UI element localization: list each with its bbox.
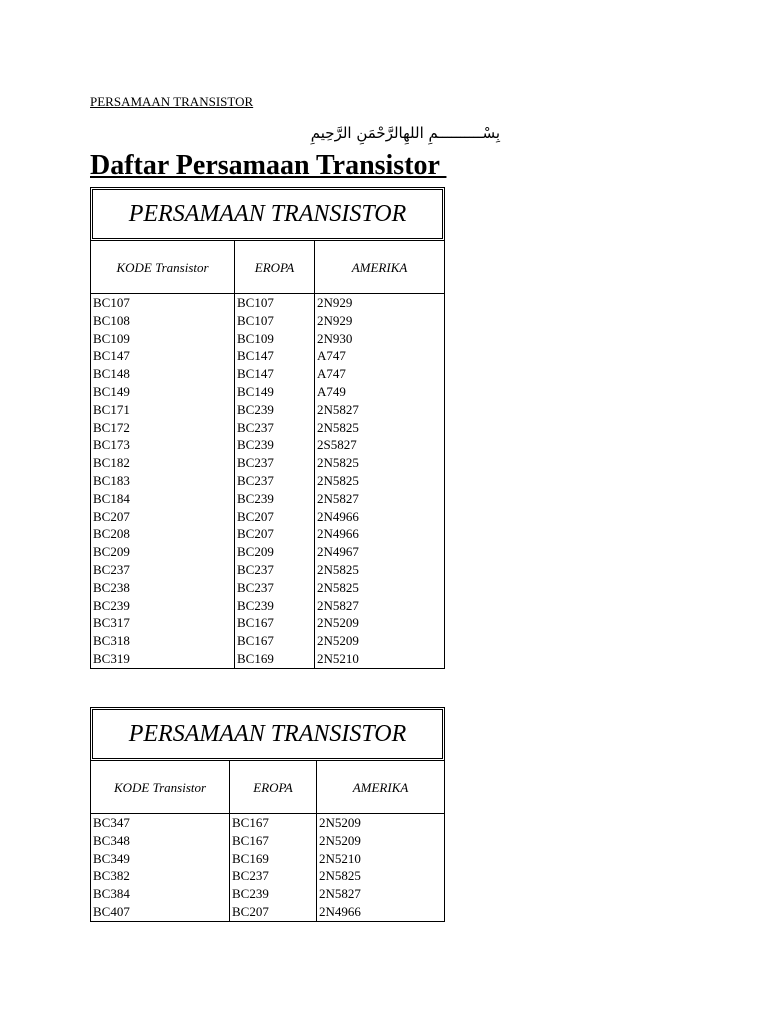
cell-eropa: BC237 [235, 472, 315, 490]
table-caption-text: PERSAMAAN TRANSISTOR [128, 201, 407, 227]
cell-eropa: BC207 [235, 525, 315, 543]
table-row [91, 650, 445, 668]
table-row [91, 632, 445, 650]
cell-amerika: 2N930 [315, 330, 445, 348]
cell-kode: BC317 [91, 614, 235, 632]
table-row [91, 885, 445, 903]
table-body [91, 294, 445, 669]
cell-kode: BC183 [91, 472, 235, 490]
cell-amerika: 2N5209 [315, 632, 445, 650]
cell-kode: BC319 [91, 650, 235, 668]
cell-eropa: BC239 [230, 885, 317, 903]
column-header-kode: KODE Transistor [91, 241, 235, 294]
cell-amerika: 2N5827 [315, 401, 445, 419]
cell-amerika: 2N5827 [315, 597, 445, 615]
cell-eropa: BC239 [235, 401, 315, 419]
cell-kode: BC208 [91, 525, 235, 543]
cell-amerika: 2N5825 [315, 454, 445, 472]
table-row [91, 832, 445, 850]
page-heading: PERSAMAAN TRANSISTOR [90, 94, 254, 109]
cell-eropa: BC239 [235, 597, 315, 615]
cell-kode: BC108 [91, 312, 235, 330]
table-body [91, 814, 445, 922]
cell-amerika: A747 [315, 365, 445, 383]
cell-kode: BC209 [91, 543, 235, 561]
cell-amerika: 2N4967 [315, 543, 445, 561]
table-row [91, 312, 445, 330]
column-header-kode: KODE Transistor [91, 761, 230, 814]
cell-eropa: BC169 [235, 650, 315, 668]
column-header-eropa: EROPA [235, 241, 315, 294]
cell-kode: BC348 [91, 832, 230, 850]
cell-eropa: BC109 [235, 330, 315, 348]
cell-amerika: 2N5825 [317, 867, 445, 885]
column-header-amerika: AMERIKA [317, 761, 445, 814]
table-row [91, 814, 445, 832]
cell-eropa: BC167 [230, 832, 317, 850]
cell-amerika: 2N929 [315, 312, 445, 330]
cell-eropa: BC147 [235, 365, 315, 383]
cell-eropa: BC239 [235, 490, 315, 508]
table-row [91, 294, 445, 312]
column-header-amerika: AMERIKA [315, 241, 445, 294]
cell-eropa: BC209 [235, 543, 315, 561]
table-row [91, 454, 445, 472]
cell-kode: BC172 [91, 419, 235, 437]
cell-eropa: BC207 [235, 508, 315, 526]
table-row [91, 850, 445, 868]
cell-amerika: 2N5210 [317, 850, 445, 868]
cell-amerika: 2N5827 [315, 490, 445, 508]
column-header-eropa: EROPA [230, 761, 317, 814]
table-caption-text: PERSAMAAN TRANSISTOR [128, 721, 407, 747]
document-title: Daftar Persamaan Transistor [90, 150, 447, 181]
cell-amerika: 2N4966 [317, 903, 445, 921]
cell-eropa: BC169 [230, 850, 317, 868]
cell-amerika: 2N5210 [315, 650, 445, 668]
table-row [91, 330, 445, 348]
cell-amerika: 2N5825 [315, 472, 445, 490]
cell-kode: BC171 [91, 401, 235, 419]
basmala-text: بِسْــــــــــمِ اللهِالرَّحْمَنِ الرَّحِيمِ [310, 124, 500, 142]
cell-amerika: 2N5209 [317, 832, 445, 850]
table-row [91, 472, 445, 490]
cell-amerika: 2N5827 [317, 885, 445, 903]
cell-kode: BC173 [91, 436, 235, 454]
table-row [91, 490, 445, 508]
table-row [91, 597, 445, 615]
cell-kode: BC182 [91, 454, 235, 472]
cell-kode: BC109 [91, 330, 235, 348]
transistor-table-1 [90, 187, 445, 669]
table-row [91, 561, 445, 579]
cell-kode: BC239 [91, 597, 235, 615]
cell-eropa: BC207 [230, 903, 317, 921]
cell-eropa: BC237 [235, 419, 315, 437]
cell-eropa: BC167 [235, 614, 315, 632]
cell-eropa: BC237 [235, 579, 315, 597]
transistor-table-2 [90, 707, 445, 922]
cell-amerika: 2N5825 [315, 419, 445, 437]
table-row [91, 436, 445, 454]
table-row [91, 525, 445, 543]
cell-kode: BC147 [91, 347, 235, 365]
cell-eropa: BC237 [235, 454, 315, 472]
cell-amerika: 2N5209 [317, 814, 445, 832]
cell-kode: BC149 [91, 383, 235, 401]
cell-eropa: BC167 [235, 632, 315, 650]
table-row [91, 903, 445, 921]
cell-amerika: 2N5209 [315, 614, 445, 632]
cell-kode: BC148 [91, 365, 235, 383]
cell-eropa: BC237 [230, 867, 317, 885]
cell-kode: BC347 [91, 814, 230, 832]
table-row [91, 419, 445, 437]
cell-kode: BC207 [91, 508, 235, 526]
cell-kode: BC318 [91, 632, 235, 650]
cell-kode: BC382 [91, 867, 230, 885]
cell-kode: BC184 [91, 490, 235, 508]
cell-amerika: A747 [315, 347, 445, 365]
cell-eropa: BC167 [230, 814, 317, 832]
table-row [91, 867, 445, 885]
table-row [91, 543, 445, 561]
cell-amerika: A749 [315, 383, 445, 401]
table-row [91, 614, 445, 632]
cell-eropa: BC107 [235, 312, 315, 330]
cell-kode: BC349 [91, 850, 230, 868]
cell-amerika: 2N5825 [315, 579, 445, 597]
table-row [91, 508, 445, 526]
cell-eropa: BC107 [235, 294, 315, 312]
table-row [91, 365, 445, 383]
cell-kode: BC407 [91, 903, 230, 921]
cell-eropa: BC149 [235, 383, 315, 401]
cell-amerika: 2N929 [315, 294, 445, 312]
cell-amerika: 2N5825 [315, 561, 445, 579]
cell-amerika: 2S5827 [315, 436, 445, 454]
cell-eropa: BC239 [235, 436, 315, 454]
cell-kode: BC238 [91, 579, 235, 597]
cell-kode: BC237 [91, 561, 235, 579]
cell-kode: BC107 [91, 294, 235, 312]
cell-eropa: BC147 [235, 347, 315, 365]
table-row [91, 401, 445, 419]
cell-amerika: 2N4966 [315, 508, 445, 526]
table-row [91, 383, 445, 401]
table-caption [91, 708, 445, 761]
table-caption [91, 188, 445, 241]
cell-eropa: BC237 [235, 561, 315, 579]
cell-kode: BC384 [91, 885, 230, 903]
table-row [91, 347, 445, 365]
table-row [91, 579, 445, 597]
cell-amerika: 2N4966 [315, 525, 445, 543]
